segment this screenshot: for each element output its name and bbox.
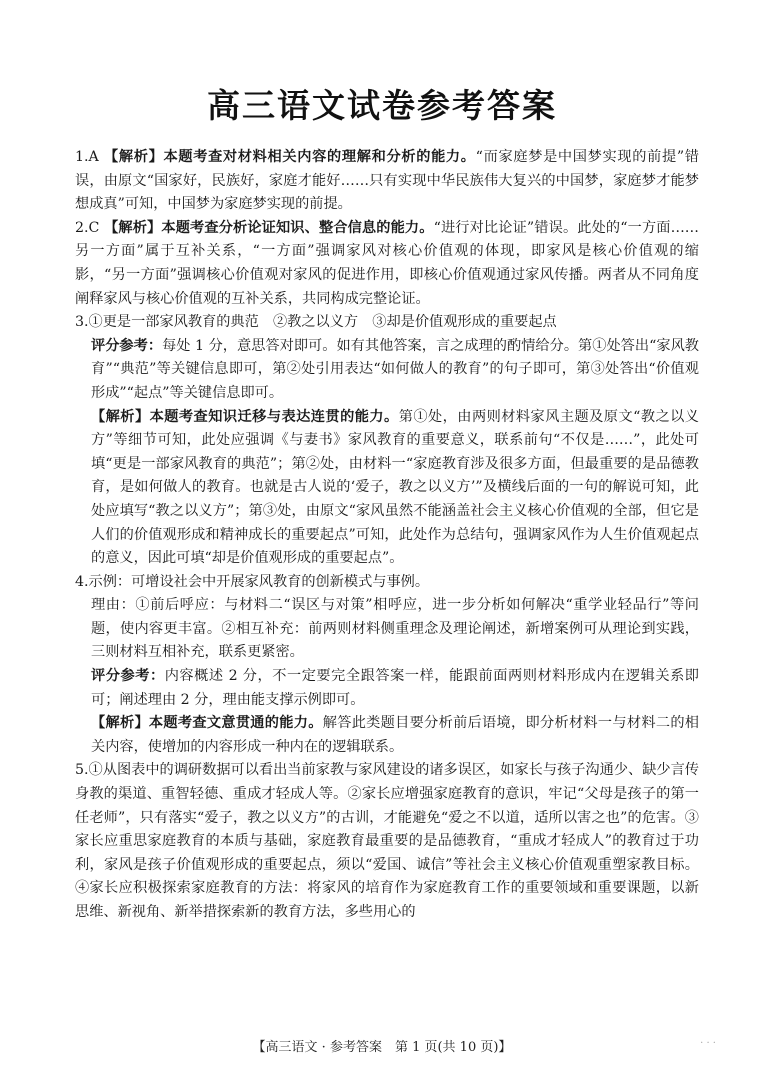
analysis-body: 解答此类题目要分析前后语境，即分析材料一与材料二的相关内容，使增加的内容形成一种内在的逻辑联系。 — [91, 715, 699, 755]
scoring-body: 内容概述 2 分，不一定要完全跟答案一样，能跟前面两则材料形成内在逻辑关系即可；阐述理由 2 分，理由能支撑示例即可。 — [91, 668, 699, 708]
analysis-body: “进行对比论证”错误。此处的“一方面……另一方面”属于互补关系，“一方面”强调家风对核心价值观的体现，即家风是核心价值观的缩影，“另一方面”强调核心价值观对家风的促进作用，即核心价值观通过家风传播。两者从不同角度阐释家风与核心价值观的互补关系，共同构成完整论证。 — [75, 219, 699, 307]
question-number: 3. — [75, 314, 89, 331]
answer-text: 示例：可增设社会中开展家风教育的创新模式与事例。 — [88, 573, 430, 590]
question-1 — [75, 146, 699, 217]
question-2 — [75, 217, 699, 311]
scoring-reference — [75, 335, 699, 406]
analysis-tag: 【解析】本题考查对材料相关内容的理解和分析的能力。 — [104, 149, 476, 165]
analysis-tag: 【解析】本题考查知识迁移与表达连贯的能力。 — [91, 408, 399, 425]
scoring-label: 评分参考： — [91, 337, 163, 354]
analysis-tag: 【解析】本题考查文意贯通的能力。 — [91, 715, 323, 732]
analysis-body: 第①处，由两则材料家风主题及原文“教之以义方”等细节可知，此处应强调《与妻书》家风教育的重要意义，联系前句“不仅是……”，此处可填“更是一部家风教育的典范”；第②处，由材料一“家庭教育涉及很多方面，但最重要的是品德教育，是如何做人的教育。也就是古人说的‘爱子，教之以义方’”及横线后面的一句的解说可知，此处应填写“教之以义方”；第③处，由原文“家风虽然不能涵盖社会主义核心价值观的全部，但它是人们的价值观形成和精神成长的重要起点”可知，此处作为总结句，强调家风作为人生价值观起点的意义，因此可填“却是价值观形成的重要起点”。 — [91, 408, 699, 567]
page-footer: 【高三语文 · 参考答案 第 1 页(共 10 页)】 — [252, 1040, 512, 1055]
question-3 — [75, 311, 699, 335]
scoring-label: 评分参考： — [91, 668, 165, 685]
answer-text: ①更是一部家风教育的典范 ②教之以义方 ③却是价值观形成的重要起点 — [88, 314, 557, 331]
analysis — [75, 712, 699, 759]
page-title: 高三语文试卷参考答案 — [207, 86, 557, 125]
analysis-tag: 【解析】本题考查分析论证知识、整合信息的能力。 — [104, 219, 434, 236]
question-number: 2.C — [75, 219, 100, 236]
question-5 — [75, 759, 699, 924]
reason-text: 理由：①前后呼应：与材料二“误区与对策”相呼应，进一步分析如何解决“重学业轻品行”等问题，使内容更丰富。②相互补充：前两则材料侧重理念及理论阐述，新增案例可从理论到实践，三则材料互相补充，联系更紧密。 — [91, 597, 699, 661]
scoring-body: 每处 1 分，意思答对即可。如有其他答案，言之成理的酌情给分。第①处答出“家风教育”“典范”等关键信息即可，第②处引用表达“如何做人的教育”的句子即可，第③处答出“价值观形成”“起点”等关键信息即可。 — [91, 337, 699, 401]
question-number: 4. — [75, 573, 89, 590]
scoring-reference — [75, 665, 699, 712]
question-4 — [75, 571, 699, 595]
answer-text: ①从图表中的调研数据可以看出当前家教与家风建设的诸多误区，如家长与孩子沟通少、缺少言传身教的渠道、重智轻德、重成才轻成人等。②家长应增强家庭教育的意识，牢记“父母是孩子的第一任老师”，只有落实“爱子，教之以义方”的古训，才能避免“爱之不以道，适所以害之也”的危害。③家长应重思家庭教育的本质与基础，家庭教育最重要的是品德教育，“重成才轻成人”的教育过于功利，家风是孩子价值观形成的重要起点，须以“爱国、诚信”等社会主义核心价值观重塑家教目标。④家长应积极探索家庭教育的方法：将家风的培育作为家庭教育工作的重要领域和重要课题，以新思维、新视角、新举措探索新的教育方法，多些用心的 — [75, 762, 699, 920]
question-number: 1.A — [75, 149, 99, 165]
analysis-body: “而家庭梦是中国梦实现的前提”错误，由原文“国家好，民族好，家庭才能好……只有实现中华民族伟大复兴的中国梦，家庭梦才能梦想成真”可知，中国梦为家庭梦实现的前提。 — [75, 149, 699, 213]
corner-mark: · · · — [700, 1038, 716, 1049]
question-number: 5. — [75, 762, 89, 779]
analysis — [75, 406, 699, 571]
answer-content — [75, 146, 699, 925]
